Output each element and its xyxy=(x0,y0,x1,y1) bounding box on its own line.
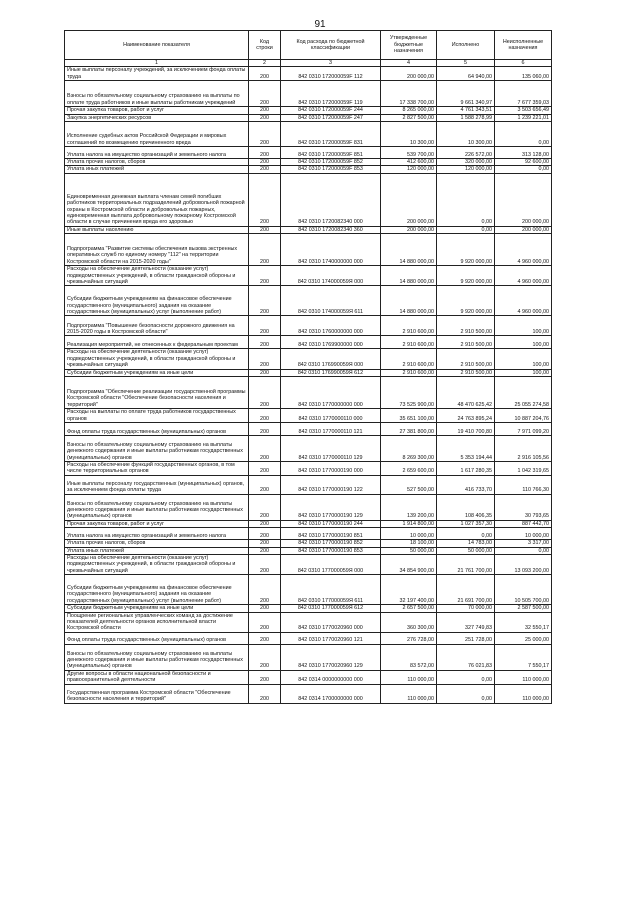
table-row xyxy=(65,166,552,173)
row-remaining: 0,00 xyxy=(495,122,552,147)
row-remaining: 10 505 700,00 xyxy=(495,575,552,605)
row-name: Единовременная денежная выплата членам семей погибших работников территориальных подразделений добровольной пожарной охраны в Костромской области и добровольных пожарных, единовременная выплата добровольному пожарному Костромской области в случае причинения вреда его здоровью xyxy=(65,173,249,226)
row-line-code: 200 xyxy=(249,612,281,632)
row-line-code: 200 xyxy=(249,107,281,114)
table-row xyxy=(65,520,552,527)
row-remaining: 30 793,65 xyxy=(495,494,552,520)
row-executed: 64 940,00 xyxy=(437,67,495,81)
row-approved: 8 269 300,00 xyxy=(381,435,437,461)
row-name: Подпрограмма "Развитие системы обеспечения вызова экстренных оперативных служб по единому номеру "112" на территории Костромской области на 2015-2020 годы" xyxy=(65,234,249,266)
column-number: 4 xyxy=(381,60,437,67)
row-name: Взносы по обязательному социальному страхованию на выплаты денежного содержания и иные выплаты работникам государственных (муниципальных) органов xyxy=(65,494,249,520)
row-classification: 842 0310 172000059F 852 xyxy=(281,159,381,166)
row-classification: 842 0310 1770000190 122 xyxy=(281,475,381,494)
row-classification: 842 0310 1760000000 000 xyxy=(281,316,381,336)
row-executed: 14 783,00 xyxy=(437,540,495,547)
row-executed: 416 733,70 xyxy=(437,475,495,494)
row-name: Прочая закупка товаров, работ и услуг xyxy=(65,107,249,114)
table-row xyxy=(65,644,552,670)
row-classification: 842 0310 1770000190 129 xyxy=(281,494,381,520)
row-remaining: 3 503 656,49 xyxy=(495,107,552,114)
table-row xyxy=(65,369,552,376)
row-executed: 0,00 xyxy=(437,226,495,233)
row-remaining: 92 600,00 xyxy=(495,159,552,166)
row-line-code: 200 xyxy=(249,122,281,147)
row-name: Иные выплаты населению xyxy=(65,226,249,233)
row-executed: 19 410 700,80 xyxy=(437,422,495,435)
row-remaining: 4 960 000,00 xyxy=(495,286,552,316)
row-line-code: 200 xyxy=(249,336,281,349)
row-approved: 200 000,00 xyxy=(381,67,437,81)
row-remaining: 4 960 000,00 xyxy=(495,234,552,266)
row-remaining: 100,00 xyxy=(495,349,552,369)
row-executed: 9 920 000,00 xyxy=(437,286,495,316)
row-line-code: 200 xyxy=(249,286,281,316)
table-row xyxy=(65,632,552,644)
row-line-code: 200 xyxy=(249,226,281,233)
row-name: Исполнение судебных актов Российской Федерации и мировых соглашений по возмещению причиненного вреда xyxy=(65,122,249,147)
row-approved: 1 914 800,00 xyxy=(381,520,437,527)
row-remaining: 200 000,00 xyxy=(495,173,552,226)
row-name: Уплата налога на имущество организаций и земельного налога xyxy=(65,528,249,540)
row-approved: 14 880 000,00 xyxy=(381,234,437,266)
row-line-code: 200 xyxy=(249,520,281,527)
row-executed: 108 406,35 xyxy=(437,494,495,520)
row-classification: 842 0310 1769900000 000 xyxy=(281,336,381,349)
row-approved: 2 910 600,00 xyxy=(381,369,437,376)
row-classification: 842 0310 1770000190 000 xyxy=(281,461,381,475)
row-line-code: 200 xyxy=(249,369,281,376)
row-classification: 842 0310 1770000110 000 xyxy=(281,409,381,423)
row-classification: 842 0310 172000059F 112 xyxy=(281,67,381,81)
table-row xyxy=(65,266,552,286)
column-number: 6 xyxy=(495,60,552,67)
row-line-code: 200 xyxy=(249,575,281,605)
row-remaining: 7 550,17 xyxy=(495,644,552,670)
row-remaining: 100,00 xyxy=(495,316,552,336)
row-line-code: 200 xyxy=(249,670,281,684)
table-row xyxy=(65,173,552,226)
row-remaining: 110 766,30 xyxy=(495,475,552,494)
row-executed: 10 300,00 xyxy=(437,122,495,147)
table-row xyxy=(65,316,552,336)
row-classification: 842 0310 172000059F 119 xyxy=(281,81,381,107)
row-line-code: 200 xyxy=(249,644,281,670)
row-name: Уплата налога на имущество организаций и земельного налога xyxy=(65,147,249,159)
row-remaining: 3 317,00 xyxy=(495,540,552,547)
table-body xyxy=(65,67,552,703)
row-name: Поощрение региональных управленческих команд за достижение показателей деятельности органов исполнительной власти Костромской области xyxy=(65,612,249,632)
row-classification: 842 0310 177000059Я 000 xyxy=(281,554,381,574)
row-name: Расходы на выплаты по оплате труда работников государственных органов xyxy=(65,409,249,423)
row-approved: 2 910 600,00 xyxy=(381,316,437,336)
row-approved: 27 381 800,00 xyxy=(381,422,437,435)
table-row xyxy=(65,377,552,409)
row-executed: 327 749,83 xyxy=(437,612,495,632)
column-number: 3 xyxy=(281,60,381,67)
row-approved: 139 200,00 xyxy=(381,494,437,520)
row-approved: 200 000,00 xyxy=(381,173,437,226)
row-classification: 842 0310 177000059Я 612 xyxy=(281,605,381,612)
row-classification: 842 0314 0000000000 000 xyxy=(281,670,381,684)
row-name: Расходы на обеспечение деятельности (оказание услуг) подведомственных учреждений, в области гражданской обороны и чрезвычайных ситуаций xyxy=(65,349,249,369)
row-classification: 842 0310 1770000110 129 xyxy=(281,435,381,461)
row-name: Расходы на обеспечение функций государственных органов, в том числе территориальных органов xyxy=(65,461,249,475)
row-line-code: 200 xyxy=(249,147,281,159)
row-classification: 842 0310 1720082340 360 xyxy=(281,226,381,233)
row-executed: 120 000,00 xyxy=(437,166,495,173)
row-executed: 70 000,00 xyxy=(437,605,495,612)
row-name: Уплата иных платежей xyxy=(65,547,249,554)
row-remaining: 135 060,00 xyxy=(495,67,552,81)
row-classification: 842 0310 1770000000 000 xyxy=(281,377,381,409)
row-name: Фонд оплаты труда государственных (муниципальных) органов xyxy=(65,422,249,435)
row-classification: 842 0314 1700000000 000 xyxy=(281,684,381,703)
row-name: Взносы по обязательному социальному страхованию на выплаты денежного содержания и иные выплаты работникам государственных (муниципальных) органов xyxy=(65,435,249,461)
table-row xyxy=(65,605,552,612)
row-executed: 76 021,83 xyxy=(437,644,495,670)
row-approved: 527 500,00 xyxy=(381,475,437,494)
table-row xyxy=(65,422,552,435)
row-line-code: 200 xyxy=(249,494,281,520)
row-remaining: 25 000,00 xyxy=(495,632,552,644)
row-line-code: 200 xyxy=(249,632,281,644)
row-remaining: 110 000,00 xyxy=(495,684,552,703)
header-executed: Исполнено xyxy=(437,31,495,60)
row-name: Взносы по обязательному социальному страхованию на выплаты денежного содержания и иные выплаты работникам государственных (муниципальных) органов xyxy=(65,644,249,670)
row-line-code: 200 xyxy=(249,475,281,494)
row-approved: 10 000,00 xyxy=(381,528,437,540)
row-name: Закупка энергетических ресурсов xyxy=(65,114,249,121)
row-name: Субсидии бюджетным учреждениям на иные цели xyxy=(65,605,249,612)
row-classification: 842 0310 1770020960 129 xyxy=(281,644,381,670)
table-header xyxy=(65,31,552,67)
row-remaining: 110 000,00 xyxy=(495,670,552,684)
row-name: Уплата прочих налогов, сборов xyxy=(65,159,249,166)
table-row xyxy=(65,575,552,605)
row-approved: 8 265 000,00 xyxy=(381,107,437,114)
row-name: Субсидии бюджетным учреждениям на финансовое обеспечение государственного (муниципального) задания на оказание государственных (муниципальных) услуг (выполнение работ) xyxy=(65,286,249,316)
row-line-code: 200 xyxy=(249,316,281,336)
column-number: 2 xyxy=(249,60,281,67)
row-approved: 83 572,00 xyxy=(381,644,437,670)
row-remaining: 7 677 359,03 xyxy=(495,81,552,107)
header-name: Наименование показателя xyxy=(65,31,249,60)
row-remaining: 0,00 xyxy=(495,547,552,554)
row-remaining: 1 239 221,01 xyxy=(495,114,552,121)
row-executed: 2 910 500,00 xyxy=(437,316,495,336)
row-remaining: 1 042 319,65 xyxy=(495,461,552,475)
table-row xyxy=(65,147,552,159)
row-approved: 73 525 900,00 xyxy=(381,377,437,409)
row-approved: 17 338 700,00 xyxy=(381,81,437,107)
row-remaining: 313 128,00 xyxy=(495,147,552,159)
table-row xyxy=(65,122,552,147)
row-line-code: 200 xyxy=(249,166,281,173)
row-classification: 842 0310 1770020960 121 xyxy=(281,632,381,644)
row-name: Уплата прочих налогов, сборов xyxy=(65,540,249,547)
row-executed: 0,00 xyxy=(437,173,495,226)
row-executed: 1 617 280,35 xyxy=(437,461,495,475)
row-line-code: 200 xyxy=(249,409,281,423)
column-number: 5 xyxy=(437,60,495,67)
row-approved: 2 827 500,00 xyxy=(381,114,437,121)
row-approved: 110 000,00 xyxy=(381,670,437,684)
row-executed: 21 691 700,00 xyxy=(437,575,495,605)
row-line-code: 200 xyxy=(249,114,281,121)
row-line-code: 200 xyxy=(249,159,281,166)
row-name: Другие вопросы в области национальной безопасности и правоохранительной деятельности xyxy=(65,670,249,684)
row-approved: 2 659 600,00 xyxy=(381,461,437,475)
row-line-code: 200 xyxy=(249,547,281,554)
budget-execution-table xyxy=(64,30,552,704)
row-executed: 48 470 625,42 xyxy=(437,377,495,409)
row-line-code: 200 xyxy=(249,81,281,107)
header-approved: Утвержденные бюджетные назначения xyxy=(381,31,437,60)
row-classification: 842 0310 172000059F 244 xyxy=(281,107,381,114)
row-executed: 9 920 000,00 xyxy=(437,266,495,286)
row-approved: 539 700,00 xyxy=(381,147,437,159)
row-classification: 842 0310 172000059F 831 xyxy=(281,122,381,147)
row-executed: 1 027 357,30 xyxy=(437,520,495,527)
row-remaining: 2 587 500,00 xyxy=(495,605,552,612)
header-classification: Код расхода по бюджетной классификации xyxy=(281,31,381,60)
row-classification: 842 0310 174000059Я 611 xyxy=(281,286,381,316)
row-classification: 842 0310 172000059F 853 xyxy=(281,166,381,173)
row-name: Государственная программа Костромской области "Обеспечение безопасности населения и территорий" xyxy=(65,684,249,703)
row-name: Расходы на обеспечение деятельности (оказание услуг) подведомственных учреждений, в области гражданской обороны и чрезвычайных ситуаций xyxy=(65,266,249,286)
row-line-code: 200 xyxy=(249,377,281,409)
row-classification: 842 0310 1770000190 244 xyxy=(281,520,381,527)
row-executed: 1 588 278,99 xyxy=(437,114,495,121)
row-name: Субсидии бюджетным учреждениям на финансовое обеспечение государственного (муниципального) задания на оказание государственных (муниципальных) услуг (выполнение работ) xyxy=(65,575,249,605)
row-line-code: 200 xyxy=(249,435,281,461)
table-row xyxy=(65,528,552,540)
row-approved: 14 880 000,00 xyxy=(381,286,437,316)
row-remaining: 0,00 xyxy=(495,166,552,173)
row-remaining: 887 442,70 xyxy=(495,520,552,527)
row-approved: 14 880 000,00 xyxy=(381,266,437,286)
row-executed: 226 572,00 xyxy=(437,147,495,159)
row-line-code: 200 xyxy=(249,173,281,226)
row-executed: 24 763 895,24 xyxy=(437,409,495,423)
table-row xyxy=(65,81,552,107)
table-row xyxy=(65,670,552,684)
row-executed: 21 761 700,00 xyxy=(437,554,495,574)
row-classification: 842 0310 1770000190 852 xyxy=(281,540,381,547)
row-classification: 842 0310 1740000000 000 xyxy=(281,234,381,266)
row-name: Уплата иных платежей xyxy=(65,166,249,173)
table-row xyxy=(65,409,552,423)
row-remaining: 2 916 105,56 xyxy=(495,435,552,461)
table-row xyxy=(65,286,552,316)
row-executed: 4 761 343,51 xyxy=(437,107,495,114)
row-remaining: 7 971 099,20 xyxy=(495,422,552,435)
row-remaining: 4 960 000,00 xyxy=(495,266,552,286)
row-name: Фонд оплаты труда государственных (муниципальных) органов xyxy=(65,632,249,644)
row-approved: 2 910 600,00 xyxy=(381,349,437,369)
table-row xyxy=(65,612,552,632)
row-name: Реализация мероприятий, не отнесенных к федеральным проектам xyxy=(65,336,249,349)
row-classification: 842 0310 176990059Я 000 xyxy=(281,349,381,369)
row-classification: 842 0310 1770000190 853 xyxy=(281,547,381,554)
table-row xyxy=(65,540,552,547)
row-executed: 9 920 000,00 xyxy=(437,234,495,266)
table-row xyxy=(65,684,552,703)
row-executed: 2 910 500,00 xyxy=(437,349,495,369)
row-name: Расходы на обеспечение деятельности (оказание услуг) подведомственных учреждений, в области гражданской обороны и чрезвычайных ситуаций xyxy=(65,554,249,574)
row-approved: 200 000,00 xyxy=(381,226,437,233)
row-line-code: 200 xyxy=(249,67,281,81)
row-executed: 251 728,00 xyxy=(437,632,495,644)
row-executed: 2 910 500,00 xyxy=(437,369,495,376)
row-line-code: 200 xyxy=(249,684,281,703)
row-line-code: 200 xyxy=(249,266,281,286)
row-classification: 842 0310 1720082340 000 xyxy=(281,173,381,226)
row-approved: 35 651 100,00 xyxy=(381,409,437,423)
table-row xyxy=(65,114,552,121)
row-name: Подпрограмма "Обеспечение реализации государственной программы Костромской области "Обеспечение безопасности населения и территорий" xyxy=(65,377,249,409)
column-number: 1 xyxy=(65,60,249,67)
page-number: 91 xyxy=(314,19,326,30)
row-approved: 412 600,00 xyxy=(381,159,437,166)
row-classification: 842 0310 1770020960 000 xyxy=(281,612,381,632)
header-line-code: Код строки xyxy=(249,31,281,60)
table-row xyxy=(65,67,552,81)
row-classification: 842 0310 174000059Я 000 xyxy=(281,266,381,286)
row-classification: 842 0310 172000059F 247 xyxy=(281,114,381,121)
table-row xyxy=(65,475,552,494)
row-executed: 5 353 194,44 xyxy=(437,435,495,461)
row-line-code: 200 xyxy=(249,234,281,266)
row-line-code: 200 xyxy=(249,605,281,612)
row-approved: 32 197 400,00 xyxy=(381,575,437,605)
row-remaining: 200 000,00 xyxy=(495,226,552,233)
row-line-code: 200 xyxy=(249,349,281,369)
row-line-code: 200 xyxy=(249,528,281,540)
table-row xyxy=(65,547,552,554)
row-remaining: 13 093 200,00 xyxy=(495,554,552,574)
row-name: Взносы по обязательному социальному страхованию на выплаты по оплате труда работников и иные выплаты работникам учреждений xyxy=(65,81,249,107)
row-approved: 34 854 900,00 xyxy=(381,554,437,574)
row-approved: 360 300,00 xyxy=(381,612,437,632)
row-classification: 842 0310 176990059Я 612 xyxy=(281,369,381,376)
row-classification: 842 0310 1770000190 851 xyxy=(281,528,381,540)
row-executed: 0,00 xyxy=(437,528,495,540)
column-number-row xyxy=(65,60,552,67)
table-row xyxy=(65,226,552,233)
row-executed: 9 661 340,97 xyxy=(437,81,495,107)
row-approved: 18 100,00 xyxy=(381,540,437,547)
row-remaining: 100,00 xyxy=(495,336,552,349)
row-remaining: 32 550,17 xyxy=(495,612,552,632)
row-remaining: 100,00 xyxy=(495,369,552,376)
table-row xyxy=(65,234,552,266)
row-approved: 110 000,00 xyxy=(381,684,437,703)
table-row xyxy=(65,435,552,461)
row-remaining: 25 055 274,58 xyxy=(495,377,552,409)
table-row xyxy=(65,554,552,574)
row-approved: 2 657 500,00 xyxy=(381,605,437,612)
row-remaining: 10 000,00 xyxy=(495,528,552,540)
row-executed: 0,00 xyxy=(437,684,495,703)
row-name: Субсидии бюджетным учреждениям на иные цели xyxy=(65,369,249,376)
row-remaining: 10 887 204,76 xyxy=(495,409,552,423)
row-line-code: 200 xyxy=(249,540,281,547)
row-name: Прочая закупка товаров, работ и услуг xyxy=(65,520,249,527)
row-approved: 276 728,00 xyxy=(381,632,437,644)
row-approved: 2 910 600,00 xyxy=(381,336,437,349)
row-classification: 842 0310 1770000110 121 xyxy=(281,422,381,435)
table-row xyxy=(65,107,552,114)
row-executed: 2 910 500,00 xyxy=(437,336,495,349)
row-approved: 50 000,00 xyxy=(381,547,437,554)
row-name: Иные выплаты персоналу государственных (муниципальных) органов, за исключением фонда оплаты труда xyxy=(65,475,249,494)
row-approved: 10 300,00 xyxy=(381,122,437,147)
row-line-code: 200 xyxy=(249,554,281,574)
row-name: Подпрограмма "Повышение безопасности дорожного движения на 2015-2020 годы в Костромской области" xyxy=(65,316,249,336)
row-classification: 842 0310 172000059F 851 xyxy=(281,147,381,159)
row-name: Иные выплаты персоналу учреждений, за исключением фонда оплаты труда xyxy=(65,67,249,81)
table-row xyxy=(65,349,552,369)
table-row xyxy=(65,494,552,520)
row-executed: 320 000,00 xyxy=(437,159,495,166)
header-remaining: Неисполненные назначения xyxy=(495,31,552,60)
row-executed: 0,00 xyxy=(437,670,495,684)
row-approved: 120 000,00 xyxy=(381,166,437,173)
row-executed: 50 000,00 xyxy=(437,547,495,554)
row-line-code: 200 xyxy=(249,461,281,475)
table-row xyxy=(65,461,552,475)
row-line-code: 200 xyxy=(249,422,281,435)
header-row xyxy=(65,31,552,60)
table-row xyxy=(65,159,552,166)
row-classification: 842 0310 177000059Я 611 xyxy=(281,575,381,605)
table-row xyxy=(65,336,552,349)
